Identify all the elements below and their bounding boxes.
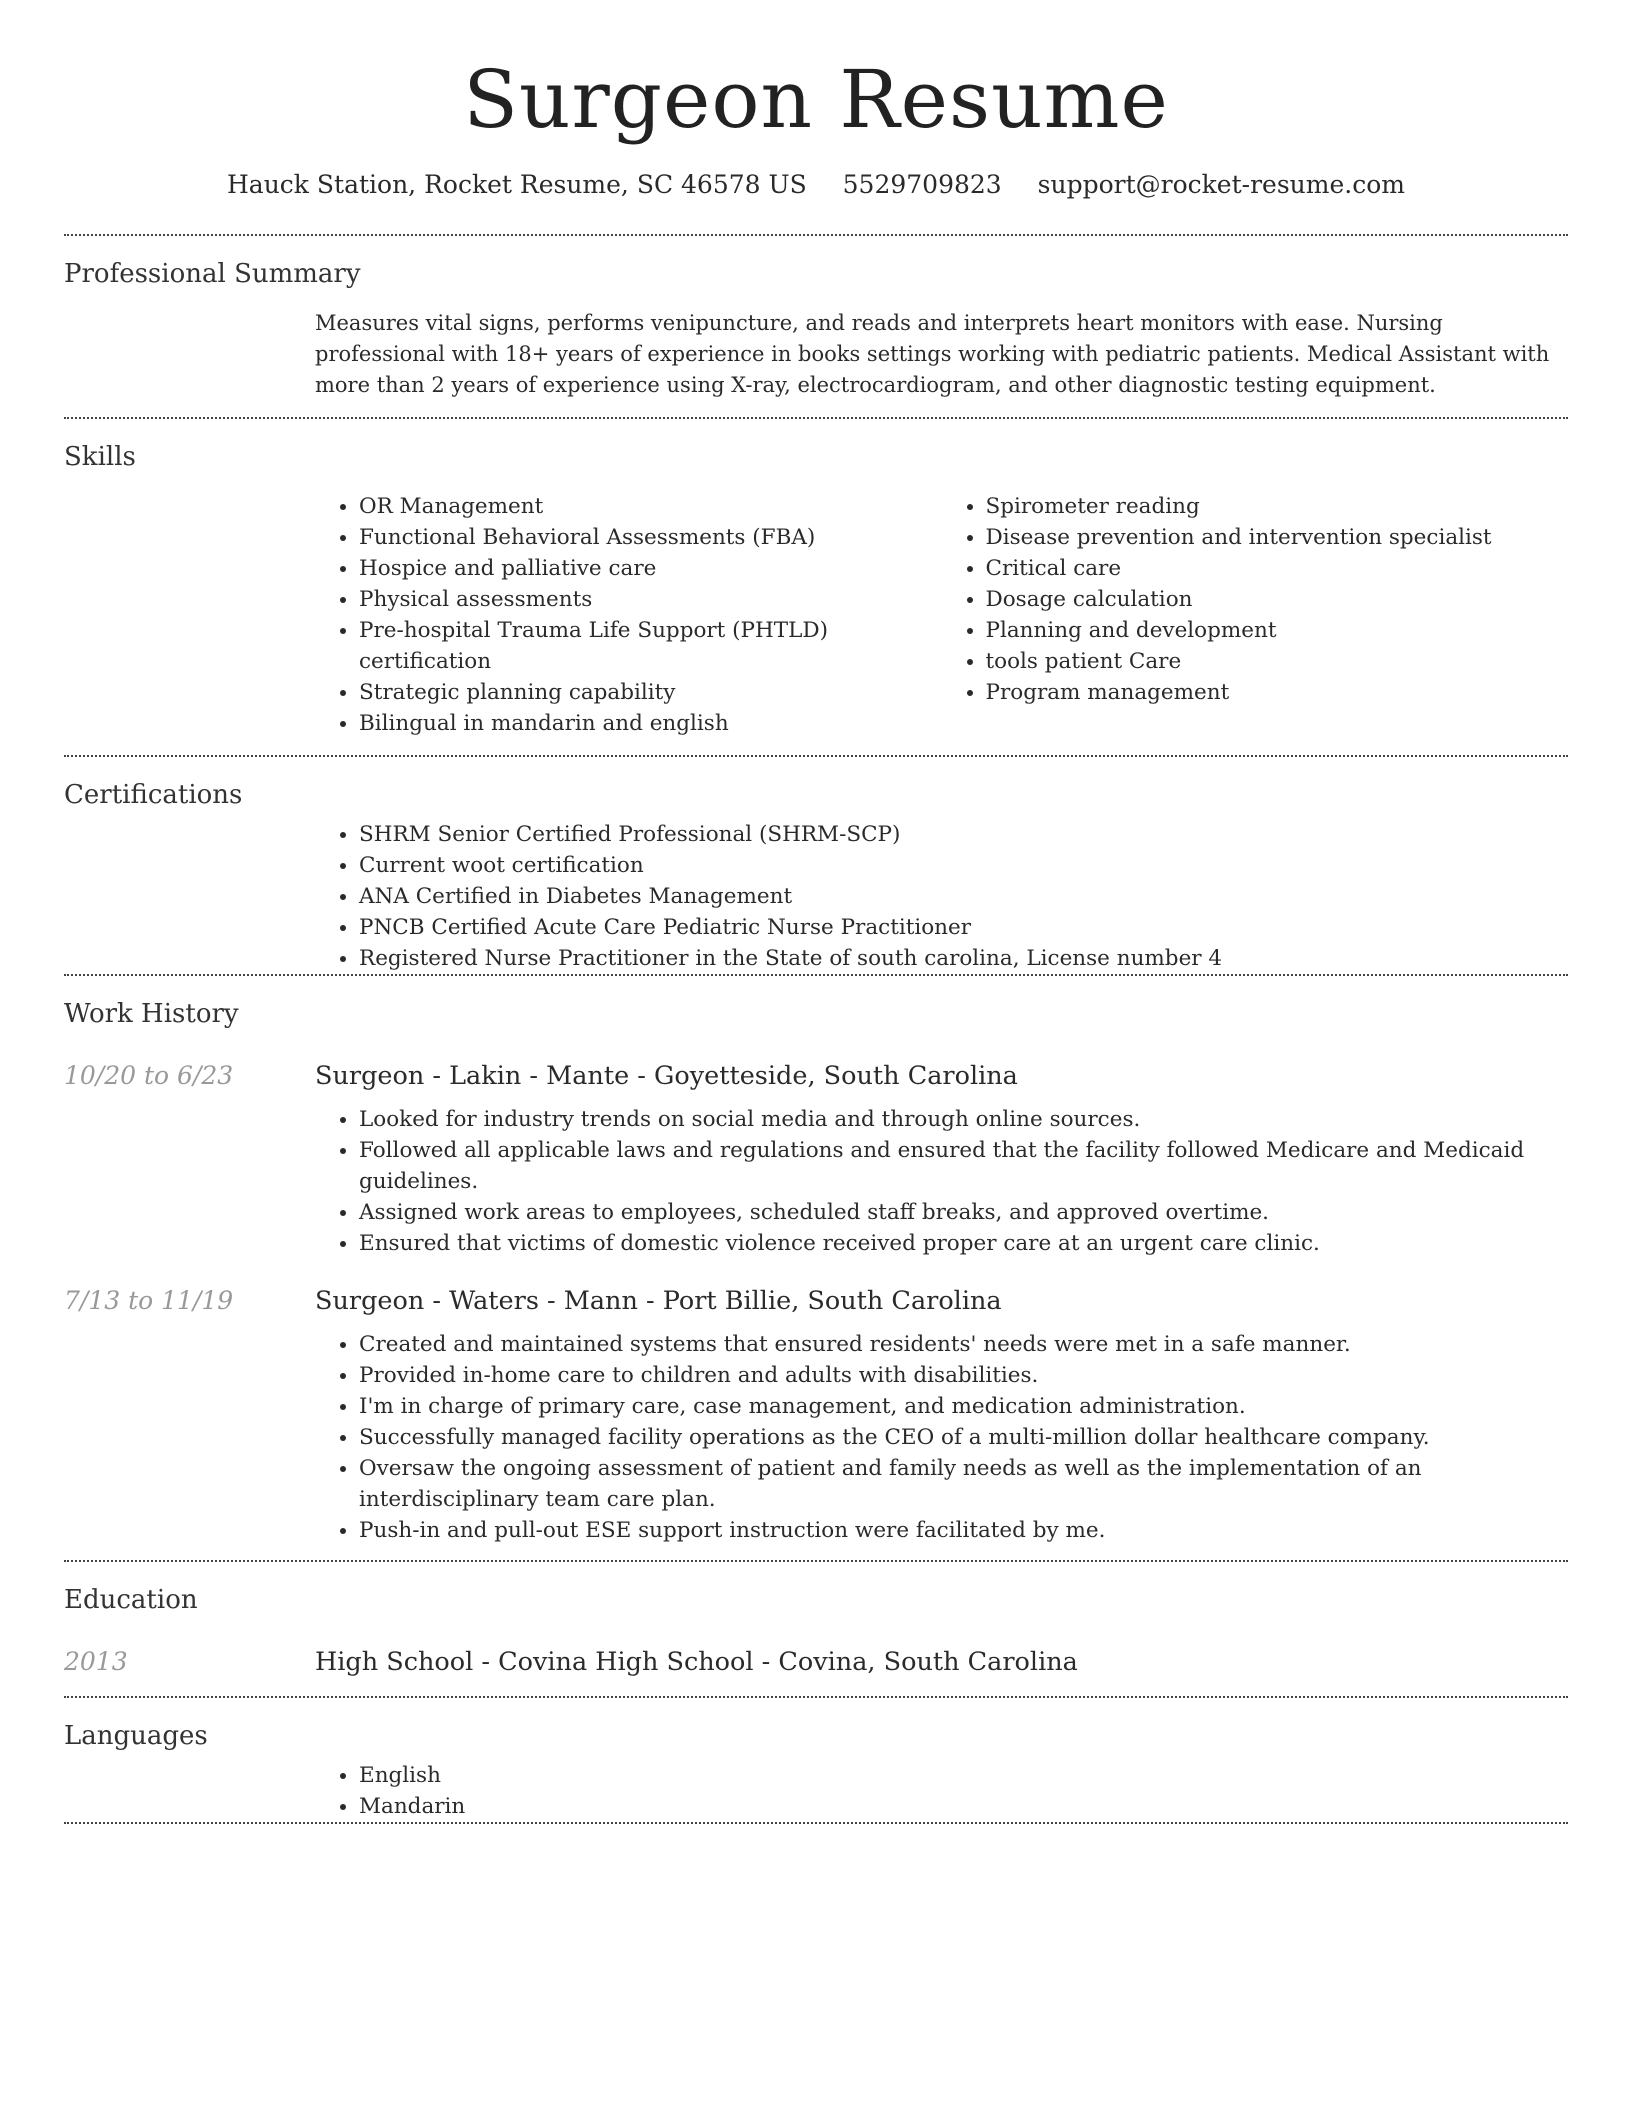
job-title: Surgeon - Waters - Mann - Port Billie, South Carolina bbox=[315, 1286, 1002, 1316]
job-bullet: • Oversaw the ongoing assessment of patient and family needs as well as the implementation of an interdisciplinary team care plan. bbox=[359, 1453, 1568, 1515]
page-title: Surgeon Resume bbox=[463, 53, 1169, 146]
job-entry bbox=[64, 1056, 1568, 1259]
job-bullet: • Assigned work areas to employees, scheduled staff breaks, and approved overtime. bbox=[359, 1197, 1568, 1228]
work-section bbox=[64, 976, 1568, 1560]
skill-item: • Spirometer reading bbox=[986, 491, 1569, 522]
skill-item: • Dosage calculation bbox=[986, 584, 1569, 615]
summary-text: Measures vital signs, performs venipuncture, and reads and interprets heart monitors with ease. Nursing professional with 18+ years of experience in books settings working with pediatric patients. Medical Assistant with more than 2 years of experience using X-ray, electrocardiogram, and other diagnostic testing equipment. bbox=[315, 311, 1550, 397]
language-item: • Mandarin bbox=[359, 1791, 1568, 1822]
skill-item: • tools patient Care bbox=[986, 646, 1569, 677]
skills-grid bbox=[315, 491, 1568, 739]
certification-item: • SHRM Senior Certified Professional (SHRM-SCP) bbox=[359, 819, 1568, 850]
skill-item: • Physical assessments bbox=[359, 584, 942, 615]
skills-row bbox=[64, 481, 1568, 755]
certifications-right-col bbox=[315, 819, 1568, 974]
certification-item: • ANA Certified in Diabetes Management bbox=[359, 881, 1568, 912]
certifications-list bbox=[315, 819, 1568, 974]
job-bullet: • Followed all applicable laws and regulations and ensured that the facility followed Medicare and Medicaid guidelines. bbox=[359, 1135, 1568, 1197]
job-entry bbox=[64, 1281, 1568, 1560]
education-body bbox=[315, 1642, 1568, 1682]
education-entry bbox=[64, 1642, 1568, 1682]
languages-section bbox=[64, 1698, 1568, 1822]
job-body bbox=[315, 1056, 1568, 1259]
skills-left-col bbox=[64, 481, 315, 755]
certification-item: • Current woot certification bbox=[359, 850, 1568, 881]
job-bullet: • Push-in and pull-out ESE support instruction were facilitated by me. bbox=[359, 1515, 1568, 1546]
job-bullet: • I'm in charge of primary care, case management, and medication administration. bbox=[359, 1391, 1568, 1422]
contact-phone: 5529709823 bbox=[842, 170, 1002, 199]
contact-address: Hauck Station, Rocket Resume, SC 46578 US bbox=[227, 170, 807, 199]
contact-email: support@rocket-resume.com bbox=[1037, 170, 1405, 199]
job-bullets bbox=[315, 1329, 1568, 1546]
skills-list-left bbox=[315, 491, 942, 739]
summary-right-col bbox=[315, 298, 1568, 417]
education-heading: Education bbox=[64, 1585, 198, 1615]
skills-right-col bbox=[315, 481, 1568, 755]
job-dates: 10/20 to 6/23 bbox=[64, 1061, 234, 1090]
skill-item: • OR Management bbox=[359, 491, 942, 522]
skill-item: • Disease prevention and intervention specialist bbox=[986, 522, 1569, 553]
job-bullet: • Ensured that victims of domestic violence received proper care at an urgent care clinic. bbox=[359, 1228, 1568, 1259]
job-bullet: • Successfully managed facility operations as the CEO of a multi-million dollar healthcare company. bbox=[359, 1422, 1568, 1453]
languages-left-col bbox=[64, 1760, 315, 1822]
skills-section bbox=[64, 419, 1568, 755]
skills-heading: Skills bbox=[64, 442, 136, 472]
certifications-left-col bbox=[64, 819, 315, 974]
certification-item: • Registered Nurse Practitioner in the State of south carolina, License number 4 bbox=[359, 943, 1568, 974]
job-bullet: • Created and maintained systems that ensured residents' needs were met in a safe manner. bbox=[359, 1329, 1568, 1360]
skill-item: • Bilingual in mandarin and english bbox=[359, 708, 942, 739]
skill-item: • Strategic planning capability bbox=[359, 677, 942, 708]
section-divider bbox=[64, 1822, 1568, 1824]
resume-content bbox=[64, 0, 1568, 1824]
languages-heading: Languages bbox=[64, 1721, 208, 1751]
job-dates: 7/13 to 11/19 bbox=[64, 1286, 234, 1315]
education-section bbox=[64, 1562, 1568, 1682]
skill-item: • Pre-hospital Trauma Life Support (PHTLD) certification bbox=[359, 615, 942, 677]
job-title: Surgeon - Lakin - Mante - Goyetteside, South Carolina bbox=[315, 1061, 1018, 1091]
languages-row bbox=[64, 1760, 1568, 1822]
job-body bbox=[315, 1281, 1568, 1560]
certifications-row bbox=[64, 819, 1568, 974]
summary-section bbox=[64, 236, 1568, 417]
job-bullet: • Provided in-home care to children and adults with disabilities. bbox=[359, 1360, 1568, 1391]
education-year: 2013 bbox=[64, 1647, 128, 1676]
summary-heading: Professional Summary bbox=[64, 259, 361, 289]
education-title: High School - Covina High School - Covina, South Carolina bbox=[315, 1647, 1078, 1677]
skill-item: • Critical care bbox=[986, 553, 1569, 584]
certifications-heading: Certifications bbox=[64, 780, 243, 810]
language-item: • English bbox=[359, 1760, 1568, 1791]
contact-line bbox=[64, 168, 1568, 202]
skill-item: • Hospice and palliative care bbox=[359, 553, 942, 584]
skill-item: • Program management bbox=[986, 677, 1569, 708]
languages-list bbox=[315, 1760, 1568, 1822]
certification-item: • PNCB Certified Acute Care Pediatric Nurse Practitioner bbox=[359, 912, 1568, 943]
work-heading: Work History bbox=[64, 999, 239, 1029]
skill-item: • Functional Behavioral Assessments (FBA) bbox=[359, 522, 942, 553]
job-bullets bbox=[315, 1104, 1568, 1259]
skills-list-right bbox=[942, 491, 1569, 739]
job-bullet: • Looked for industry trends on social media and through online sources. bbox=[359, 1104, 1568, 1135]
languages-right-col bbox=[315, 1760, 1568, 1822]
summary-row bbox=[64, 298, 1568, 417]
certifications-section bbox=[64, 757, 1568, 974]
summary-left-col bbox=[64, 298, 315, 417]
skill-item: • Planning and development bbox=[986, 615, 1569, 646]
